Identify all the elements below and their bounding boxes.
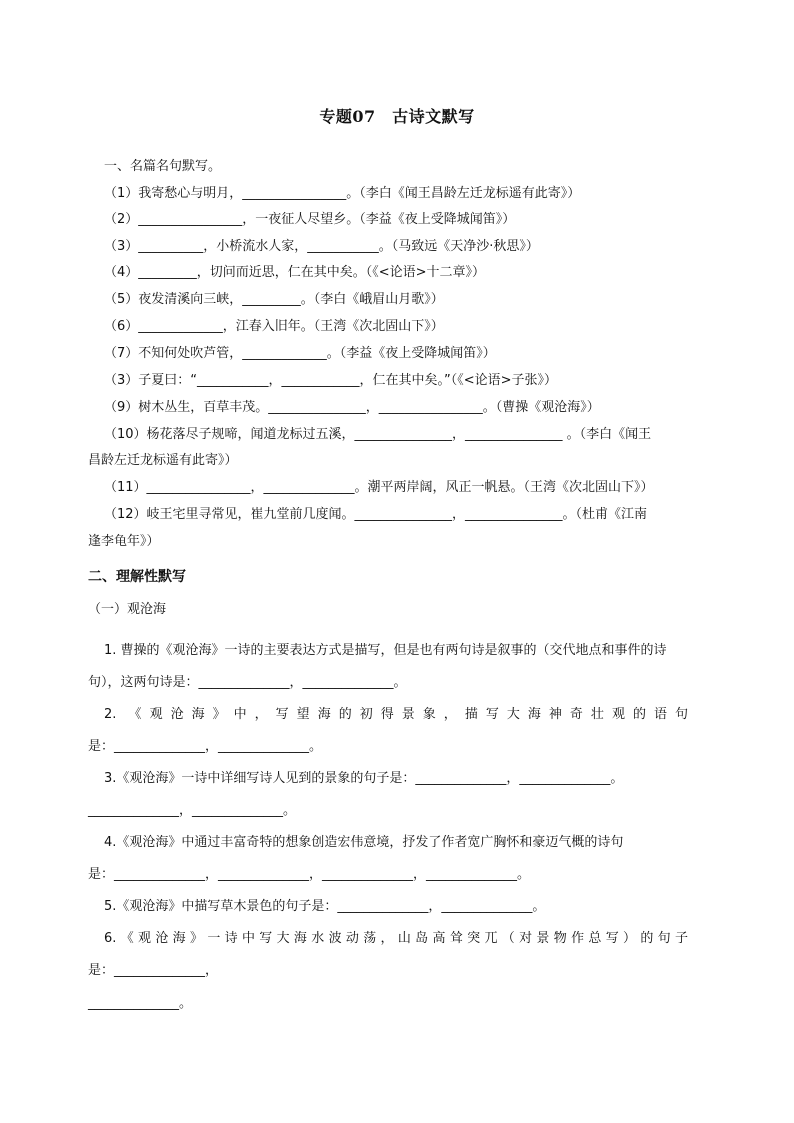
list-item-continuation: 昌龄左迁龙标遥有此寄》） <box>88 453 238 468</box>
list-item: （1）我寄愁心与明月，________________。（李白《闻王昌龄左迁龙标遥有此寄》） <box>104 186 581 201</box>
question-1-line-1: 1. 曹操的《观沧海》一诗的主要表达方式是描写，但是也有两句诗是叙事的（交代地点和事件的诗 <box>104 643 667 658</box>
list-item: （4）_________，切问而近思，仁在其中矣。（《<论语>十二章》） <box>104 265 486 280</box>
question-4-line-1: 4.《观沧海》中通过丰富奇特的想象创造宏伟意境，抒发了作者宽广胸怀和豪迈气概的诗句 <box>104 835 624 850</box>
list-item: （6）_____________，江春入旧年。（王湾《次北固山下》） <box>104 319 444 334</box>
list-item: （2）________________，一夜征人尽望乡。（李益《夜上受降城闻笛》） <box>104 212 516 227</box>
list-item: （3）__________，小桥流水人家，___________。（马致远《天净沙·秋思》） <box>104 239 539 254</box>
sub-heading: （一）观沧海 <box>88 602 167 617</box>
question-3-line-2: ______________，______________。 <box>88 803 297 818</box>
list-item: （7）不知何处吹芦管，_____________。（李益《夜上受降城闻笛》） <box>104 346 496 361</box>
list-item: （5）夜发清溪向三峡，_________。（李白《峨眉山月歌》） <box>104 292 444 307</box>
question-2-line-2: 是：______________，______________。 <box>88 739 323 754</box>
question-2-line-1: 2. 《观沧海》中，写望海的初得景象，描写大海神奇壮观的语句 <box>104 707 688 722</box>
list-item: （9）树木丛生，百草丰茂。_______________，________________。（曹操《观沧海》） <box>104 400 600 415</box>
section-heading-2: 二、理解性默写 <box>88 569 186 585</box>
list-item: （12）岐王宅里寻常见，崔九堂前几度闻。_______________，_______________。（杜甫《江南 <box>104 507 648 522</box>
page-title: 专题07 古诗文默写 <box>319 107 475 126</box>
list-item: （3）子夏曰：“___________，____________，仁在其中矣。”（《<论语>子张》） <box>104 373 558 388</box>
question-1-line-2: 句），这两句诗是：______________，______________。 <box>88 675 407 690</box>
question-6-line-1: 6.《观沧海》一诗中写大海水波动荡，山岛高耸突兀（对景物作总写）的句子 <box>104 931 688 946</box>
question-5-line-1: 5.《观沧海》中描写草木景色的句子是：______________，______________。 <box>104 899 546 914</box>
section-heading-1: 一、名篇名句默写。 <box>104 159 222 174</box>
list-item-continuation: 逢李龟年》） <box>88 534 160 549</box>
list-item: （11）________________，______________。潮平两岸阔，风正一帆悬。（王湾《次北固山下》） <box>104 480 654 495</box>
list-item: （10）杨花落尽子规啼，闻道龙标过五溪，_______________，_______________ 。（李白《闻王 <box>104 427 652 442</box>
question-6-line-3: ______________。 <box>88 996 193 1011</box>
question-3-line-1: 3.《观沧海》一诗中详细写诗人见到的景象的句子是：______________，______________。 <box>104 771 624 786</box>
question-6-line-2: 是：______________， <box>88 963 219 978</box>
question-4-line-2: 是：______________，______________，______________，______________。 <box>88 867 531 882</box>
